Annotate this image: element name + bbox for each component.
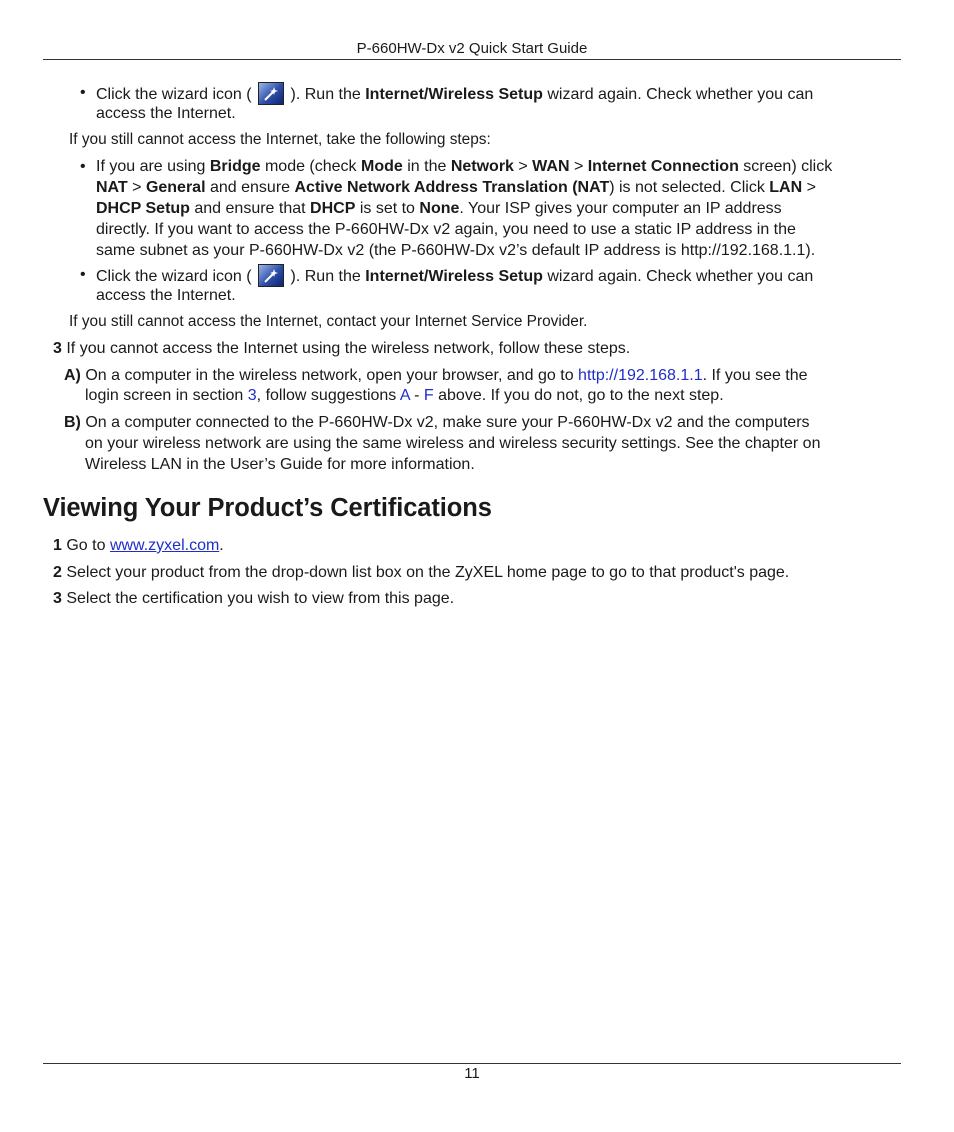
substep-b-line3: Wireless LAN in the User’s Guide for more information.	[85, 456, 475, 473]
bullet-marker: •	[80, 266, 86, 283]
wizard-wand-icon	[258, 82, 284, 105]
footer-rule	[43, 1063, 901, 1064]
substep-b-line1: B) On a computer connected to the P-660HW-Dx v2, make sure your P-660HW-Dx v2 and the computers	[64, 414, 810, 431]
ip-link[interactable]: http://192.168.1.1	[578, 367, 703, 384]
step-3: 3 If you cannot access the Internet using the wireless network, follow these steps.	[53, 340, 631, 357]
running-header: P-660HW-Dx v2 Quick Start Guide	[356, 40, 588, 57]
suggestion-f-link[interactable]: F	[423, 387, 434, 404]
suggestion-a-link[interactable]: A	[399, 387, 410, 404]
bridge-bullet-line5: same subnet as your P-660HW-Dx v2 (the P-660HW-Dx v2’s default IP address is http://192.168.1.1).	[96, 242, 816, 259]
bridge-bullet-line3: DHCP Setup and ensure that DHCP is set to None. Your ISP gives your computer an IP address	[96, 200, 782, 217]
section-link[interactable]: 3	[247, 387, 257, 404]
bullet-text: Click the wizard icon (	[96, 86, 252, 103]
bullet-wizard-1: Click the wizard icon ( ). Run the Internet/Wireless Setup wizard again. Check whether you can	[96, 82, 906, 105]
zyxel-link[interactable]: www.zyxel.com	[109, 537, 220, 554]
page-number: 11	[464, 1065, 480, 1082]
bullet-marker: •	[80, 84, 86, 101]
cert-step-2: 2 Select your product from the drop-down list box on the ZyXEL home page to go to that product's page.	[53, 564, 790, 581]
substep-b-line2: on your wireless network are using the same wireless and wireless security settings. See the chapter on	[85, 435, 821, 452]
bullet-wizard-2: Click the wizard icon ( ). Run the Internet/Wireless Setup wizard again. Check whether you can	[96, 264, 906, 287]
cert-step-1: 1 Go to www.zyxel.com.	[53, 537, 224, 554]
substep-a-line1: A) On a computer in the wireless network, open your browser, and go to http://192.168.1.1. If you see the	[64, 367, 808, 384]
bridge-bullet-line2: NAT > General and ensure Active Network Address Translation (NAT) is not selected. Click LAN >	[96, 179, 816, 196]
note-paragraph: If you still cannot access the Internet, contact your Internet Service Provider.	[69, 313, 588, 330]
wizard-wand-icon	[258, 264, 284, 287]
header-rule	[43, 59, 901, 60]
bullet-marker: •	[80, 158, 86, 175]
bridge-bullet-line4: directly. If you want to access the P-660HW-Dx v2 again, you need to use a static IP address in the	[96, 221, 796, 238]
cert-step-3: 3 Select the certification you wish to view from this page.	[53, 590, 455, 607]
note-paragraph: If you still cannot access the Internet, take the following steps:	[69, 131, 491, 148]
section-heading: Viewing Your Product’s Certifications	[43, 494, 492, 522]
bullet-wizard-2-line2: access the Internet.	[96, 287, 236, 304]
bridge-bullet-line1: If you are using Bridge mode (check Mode in the Network > WAN > Internet Connection screen) click	[96, 158, 833, 175]
bullet-wizard-1-line2: access the Internet.	[96, 105, 236, 122]
substep-a-line2: login screen in section 3, follow suggestions A - F above. If you do not, go to the next step.	[85, 387, 724, 404]
